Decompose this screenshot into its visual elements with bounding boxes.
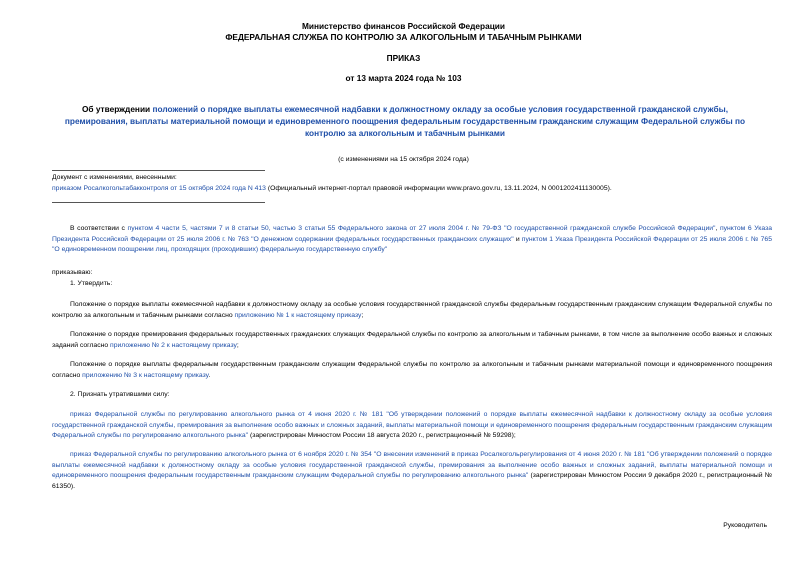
approve-paragraph-3	[52, 360, 772, 381]
document-date-number: от 13 марта 2024 года № 103	[345, 73, 462, 83]
approve-end-2: ;	[236, 341, 239, 349]
preamble-text-3: и	[513, 235, 522, 243]
divider-bottom	[52, 202, 265, 203]
document-title	[60, 104, 750, 139]
repeal-link-1[interactable]: приказ Федеральной службы по регулированию алкогольного рынка от 4 июня 2020 г. № 181 "Об утверждении положений о порядке выплаты ежемесячной надбавки к должностному окладу за особые условия государственной гражданской службы, премирования за выполнение особо важных и сложных заданий, выплаты материальной помощи и единовременного поощрения федеральным государственным гражданским служащим Федеральной службы по регулированию алкогольного рынка"	[52, 411, 772, 440]
title-link[interactable]: положений о порядке выплаты ежемесячной надбавки к должностному окладу за особые условия государственной гражданской службы, премирования, выплаты материальной помощи и единовременного поощрения федеральным государственным гражданским служащим Федеральной службы по контролю за алкогольным и табачным рынками	[64, 104, 746, 138]
document-type: ПРИКАЗ	[386, 53, 421, 63]
appendix-1-link[interactable]: приложению № 1 к настоящему приказу	[234, 311, 362, 319]
preamble-text-1: В соответствии с	[70, 225, 128, 232]
changes-rest: (Официальный интернет-портал правовой информации www.pravo.gov.ru, 13.11.2024, N 0001202411130005).	[265, 184, 612, 192]
title-prefix: Об утверждении	[81, 104, 153, 114]
changes-link[interactable]: приказом Росалкогольтабакконтроля от 15 октября 2024 года N 413	[52, 184, 266, 192]
approve-text-3: Положение о порядке выплаты федеральным государственным гражданским служащим Федеральной службы по контролю за алкогольным и табачным рынками материальной помощи и единовременного поощрения согласно	[52, 361, 772, 379]
preamble-link-2[interactable]: пунктом 6 Указа Президента Российской Федерации от 25 июля 2006 г. № 763 "О денежном содержании федеральных государственных гражданских служащих"	[52, 225, 773, 243]
amendments-note: (с изменениями на 15 октября 2024 года)	[338, 156, 469, 163]
preamble-text-2: ,	[715, 225, 720, 232]
changes-label: Документ с изменениями, внесенными:	[52, 174, 177, 181]
repeal-end-2: (зарегистрирован Минюстом России 9 декабря 2020 г., регистрационный № 61350).	[52, 472, 772, 490]
approve-end-1: ;	[361, 311, 364, 319]
repeal-end-1: (зарегистрирован Минюстом России 18 августа 2020 г., регистрационный № 59298);	[248, 432, 516, 440]
approve-end-3: .	[208, 371, 211, 379]
item-1-heading: 1. Утвердить:	[70, 280, 113, 287]
repeal-link-2[interactable]: приказ Федеральной службы по регулированию алкогольного рынка от 6 ноября 2020 г. № 354 "О внесении изменений в приказ Росалкогольрегулирования от 4 июня 2020 г. № 181 "Об утверждении положений о порядке выплаты ежемесячной надбавки к должностному окладу за особые условия государственной гражданской службы, премирования за выполнение особо важных и сложных заданий, выплаты материальной помощи и единовременного поощрения федеральным государственным гражданским служащим Федеральной службы по регулированию алкогольного рынка"	[52, 451, 772, 480]
item-2-heading: 2. Признать утратившими силу:	[70, 391, 170, 398]
preamble-paragraph	[52, 224, 772, 256]
divider-top	[52, 170, 265, 171]
appendix-2-link[interactable]: приложению № 2 к настоящему приказу	[110, 341, 237, 349]
ministry-heading: Министерство финансов Российской Федерации	[301, 21, 506, 31]
approve-text-2: Положение о порядке премирования федеральных государственных гражданских служащих Федеральной службы по контролю за алкогольным и табачным рынками, в том числе за выполнение особо важных и сложных заданий согласно	[52, 331, 772, 349]
repeal-paragraph-1	[52, 410, 772, 442]
service-heading: ФЕДЕРАЛЬНАЯ СЛУЖБА ПО КОНТРОЛЮ ЗА АЛКОГОЛЬНЫМ И ТАБАЧНЫМ РЫНКАМИ	[225, 32, 582, 42]
preamble-link-3[interactable]: пунктом 1 Указа Президента Российской Федерации от 25 июля 2006 г. № 765 "О единовременном поощрении лиц, проходящих (проходивших) федеральную государственную службу"	[52, 235, 772, 254]
preamble-link-1[interactable]: пунктом 4 части 5, частями 7 и 8 статьи 50, частью 3 статьи 55 Федерального закона от 27 июля 2004 г. № 79-ФЗ "О государственной гражданской службе Российской Федерации"	[127, 225, 716, 232]
approve-paragraph-1	[52, 300, 772, 321]
orders-word: приказываю:	[52, 269, 93, 276]
approve-paragraph-2	[52, 330, 772, 351]
repeal-paragraph-2	[52, 450, 772, 492]
approve-text-1: Положение о порядке выплаты ежемесячной надбавки к должностному окладу за особые условия государственной гражданской службы федеральным государственным гражданским служащим Федеральной службы по контролю за алкогольным и табачным рынками согласно	[52, 301, 772, 319]
signature-title: Руководитель	[723, 522, 767, 529]
appendix-3-link[interactable]: приложению № 3 к настоящему приказу	[82, 371, 209, 379]
changes-entry	[52, 184, 772, 195]
changes-block	[52, 173, 772, 194]
